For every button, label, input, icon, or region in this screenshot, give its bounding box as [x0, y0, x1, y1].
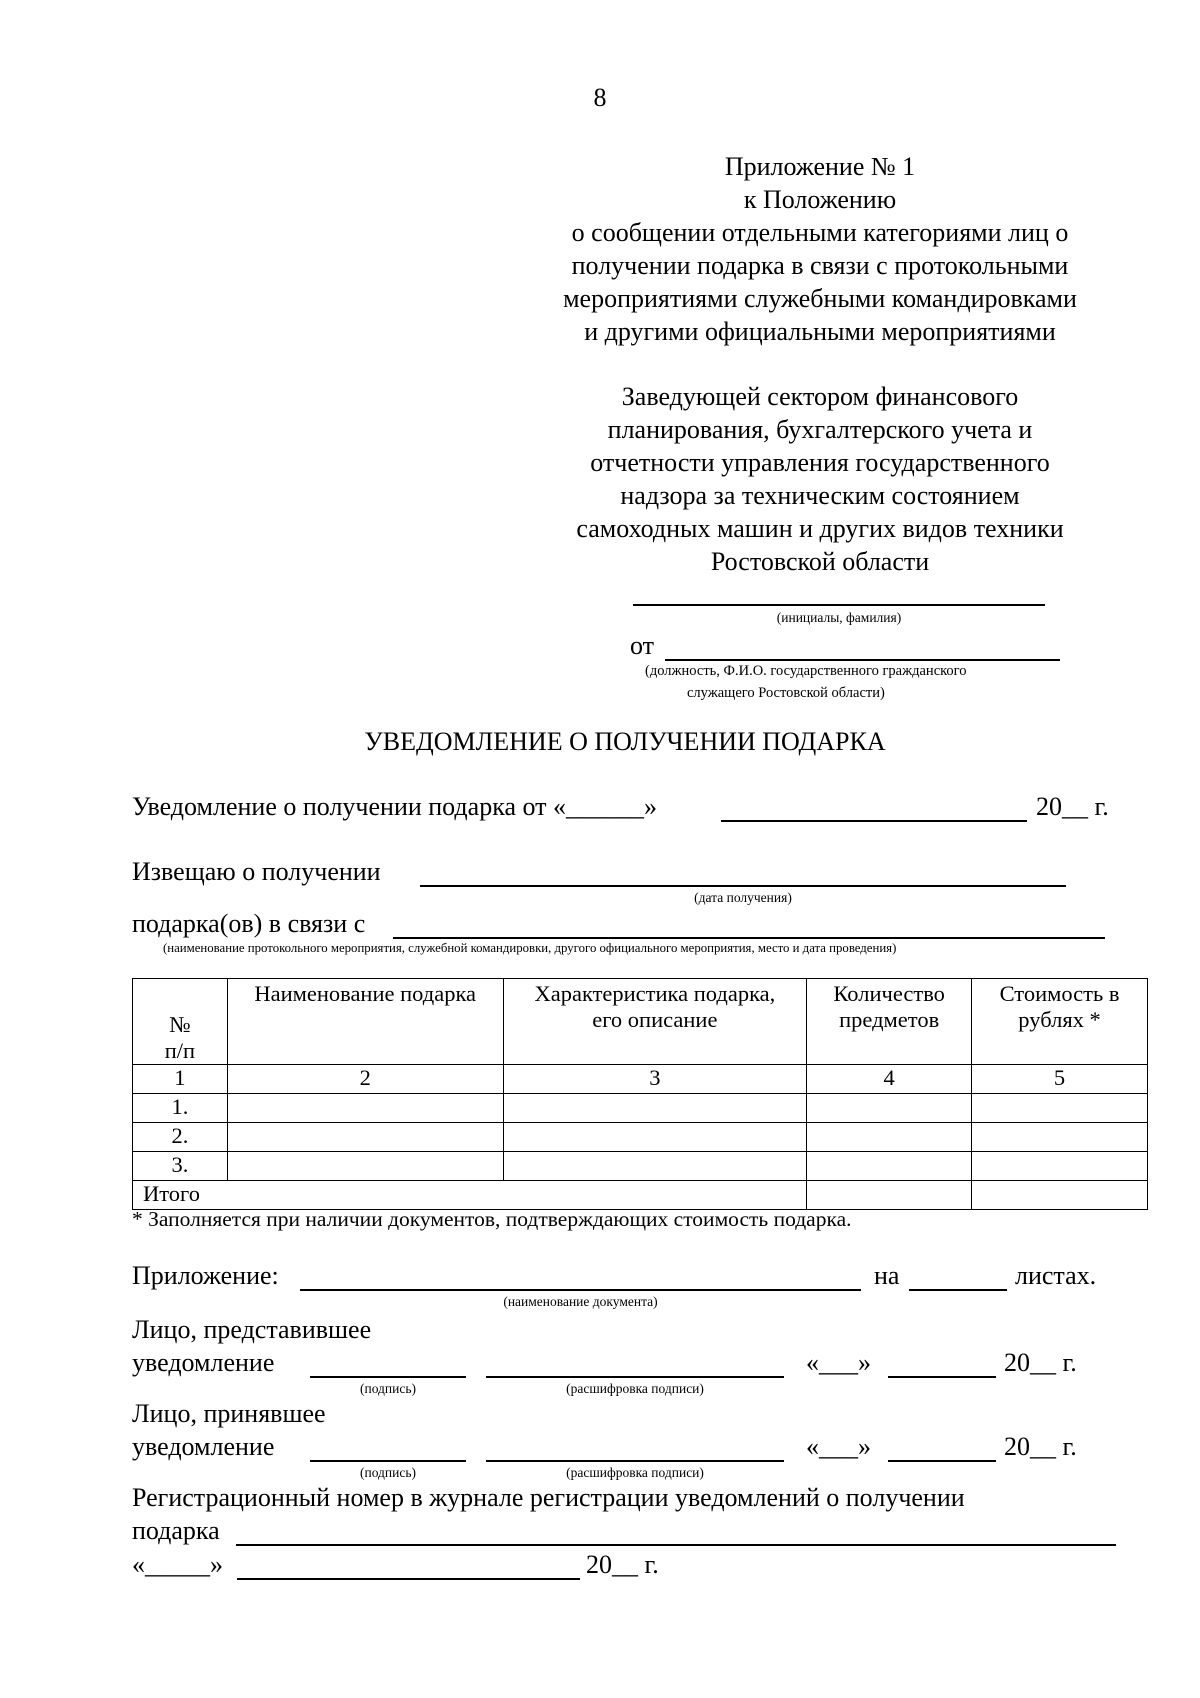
- attachment-on: на: [874, 1261, 900, 1290]
- footnote: * Заполняется при наличии документов, подтверждающих стоимость подарка.: [132, 1207, 852, 1231]
- receiver-line2: уведомление: [132, 1432, 275, 1461]
- receiver-line1: Лицо, принявшее: [132, 1399, 326, 1428]
- appendix-line: получении подарка в связи с протокольными: [571, 251, 1069, 280]
- presenter-decoding-caption: (расшифровка подписи): [566, 1381, 704, 1396]
- presenter-signature-field[interactable]: [310, 1376, 466, 1378]
- cell-gift-name[interactable]: [227, 1094, 503, 1123]
- header-cost: [972, 979, 1148, 1065]
- from-caption-1: (должность, Ф.И.О. государственного гражданского: [645, 663, 967, 679]
- notice-date-field[interactable]: [721, 820, 1027, 822]
- presenter-decoding-field[interactable]: [486, 1376, 784, 1378]
- row-number: 1.: [133, 1094, 228, 1123]
- receiver-year: 20__ г.: [1004, 1432, 1077, 1461]
- cell-cost[interactable]: [972, 1094, 1148, 1123]
- header-quantity-line2: предметов: [839, 1007, 940, 1032]
- row-number: 3.: [133, 1152, 228, 1181]
- column-number: 4: [807, 1065, 972, 1094]
- cell-gift-name[interactable]: [227, 1123, 503, 1152]
- total-label: Итого: [133, 1181, 807, 1210]
- appendix-line: мероприятиями служебными командировками: [563, 284, 1077, 313]
- gifts-table: [132, 978, 1148, 1210]
- addressee-line: надзора за техническим состоянием: [620, 481, 1020, 510]
- header-cost-line2: рублях *: [1018, 1007, 1101, 1032]
- addressee-line: планирования, бухгалтерского учета и: [607, 415, 1033, 444]
- cell-description[interactable]: [503, 1123, 807, 1152]
- table-header-row: [133, 979, 1148, 1065]
- column-number: 2: [227, 1065, 503, 1094]
- presenter-date: «___»: [806, 1348, 871, 1377]
- header-gift-name: Наименование подарка: [227, 979, 503, 1065]
- cell-description[interactable]: [503, 1094, 807, 1123]
- initials-field[interactable]: [633, 604, 1045, 606]
- header-description-line1: Характеристика подарка,: [534, 981, 776, 1006]
- attachment-sheets: листах.: [1015, 1261, 1097, 1290]
- receiver-date-field[interactable]: [888, 1460, 996, 1462]
- presenter-line2: уведомление: [132, 1348, 275, 1377]
- table-row: [133, 1094, 1148, 1123]
- attachment-document-field[interactable]: [300, 1289, 861, 1291]
- cell-cost[interactable]: [972, 1152, 1148, 1181]
- column-numbers-row: [133, 1065, 1148, 1094]
- addressee-line: отчетности управления государственного: [590, 448, 1050, 477]
- appendix-line: о сообщении отдельными категориями лиц о: [571, 218, 1069, 247]
- from-label: от: [630, 631, 655, 660]
- addressee-line: Заведующей сектором финансового: [621, 382, 1019, 411]
- attachment-caption: (наименование документа): [503, 1294, 658, 1309]
- reason-caption: (наименование протокольного мероприятия, служебной командировки, другого официального мероприятия, место и дата проведения): [163, 941, 897, 955]
- cell-gift-name[interactable]: [227, 1152, 503, 1181]
- receiver-decoding-field[interactable]: [486, 1460, 784, 1462]
- table-row: [133, 1123, 1148, 1152]
- notice-year: 20__ г.: [1036, 792, 1109, 821]
- cell-quantity[interactable]: [807, 1123, 972, 1152]
- header-quantity: [807, 979, 972, 1065]
- receiver-signature-field[interactable]: [310, 1460, 466, 1462]
- appendix-header: [510, 150, 1130, 348]
- cell-quantity[interactable]: [807, 1152, 972, 1181]
- receipt-caption: (дата получения): [694, 890, 792, 905]
- registration-date: «_____»: [132, 1550, 223, 1579]
- presenter-line1: Лицо, представившее: [132, 1315, 372, 1344]
- receipt-date-field[interactable]: [420, 885, 1066, 887]
- from-field[interactable]: [665, 659, 1060, 661]
- column-number: 5: [972, 1065, 1148, 1094]
- attachment-label: Приложение:: [132, 1261, 279, 1290]
- appendix-line: и другими официальными мероприятиями: [584, 317, 1056, 346]
- receiver-decoding-caption: (расшифровка подписи): [566, 1465, 704, 1480]
- cell-total-cost[interactable]: [972, 1181, 1148, 1210]
- cell-description[interactable]: [503, 1152, 807, 1181]
- reason-label: подарка(ов) в связи с: [132, 909, 366, 938]
- appendix-line: к Положению: [743, 185, 897, 214]
- header-cost-line1: Стоимость в: [999, 981, 1120, 1006]
- notice-label: Уведомление о получении подарка от «______»: [132, 792, 658, 821]
- from-caption-2: служащего Ростовской области): [687, 685, 885, 701]
- registration-year: 20__ г.: [586, 1550, 659, 1579]
- addressee-line: Ростовской области: [710, 547, 930, 576]
- header-number: [133, 979, 228, 1065]
- receiver-signature-caption: (подпись): [359, 1465, 417, 1480]
- addressee-block: [510, 380, 1130, 578]
- row-number: 2.: [133, 1123, 228, 1152]
- cell-quantity[interactable]: [807, 1094, 972, 1123]
- presenter-date-field[interactable]: [888, 1376, 996, 1378]
- document-title: УВЕДОМЛЕНИЕ О ПОЛУЧЕНИИ ПОДАРКА: [364, 727, 886, 756]
- receiver-date: «___»: [806, 1432, 871, 1461]
- initials-caption: (инициалы, фамилия): [776, 610, 902, 625]
- addressee-line: самоходных машин и других видов техники: [576, 514, 1064, 543]
- header-description: [503, 979, 807, 1065]
- column-number: 3: [503, 1065, 807, 1094]
- registration-line1: Регистрационный номер в журнале регистрации уведомлений о получении: [132, 1483, 965, 1512]
- registration-line2: подарка: [132, 1516, 220, 1545]
- presenter-signature-caption: (подпись): [359, 1381, 417, 1396]
- receipt-label: Извещаю о получении: [132, 857, 381, 886]
- page-number: 8: [593, 83, 607, 112]
- table-row: [133, 1152, 1148, 1181]
- registration-number-field[interactable]: [236, 1544, 1116, 1546]
- presenter-year: 20__ г.: [1004, 1348, 1077, 1377]
- header-number-pp: п/п: [164, 1038, 196, 1063]
- cell-cost[interactable]: [972, 1123, 1148, 1152]
- header-quantity-line1: Количество: [833, 981, 945, 1006]
- column-number: 1: [133, 1065, 228, 1094]
- attachment-sheets-field[interactable]: [909, 1289, 1007, 1291]
- registration-date-field[interactable]: [237, 1578, 580, 1580]
- header-number-sign: №: [169, 1012, 191, 1037]
- appendix-line: Приложение № 1: [724, 152, 916, 181]
- reason-field[interactable]: [393, 937, 1105, 939]
- header-description-line2: его описание: [592, 1007, 718, 1032]
